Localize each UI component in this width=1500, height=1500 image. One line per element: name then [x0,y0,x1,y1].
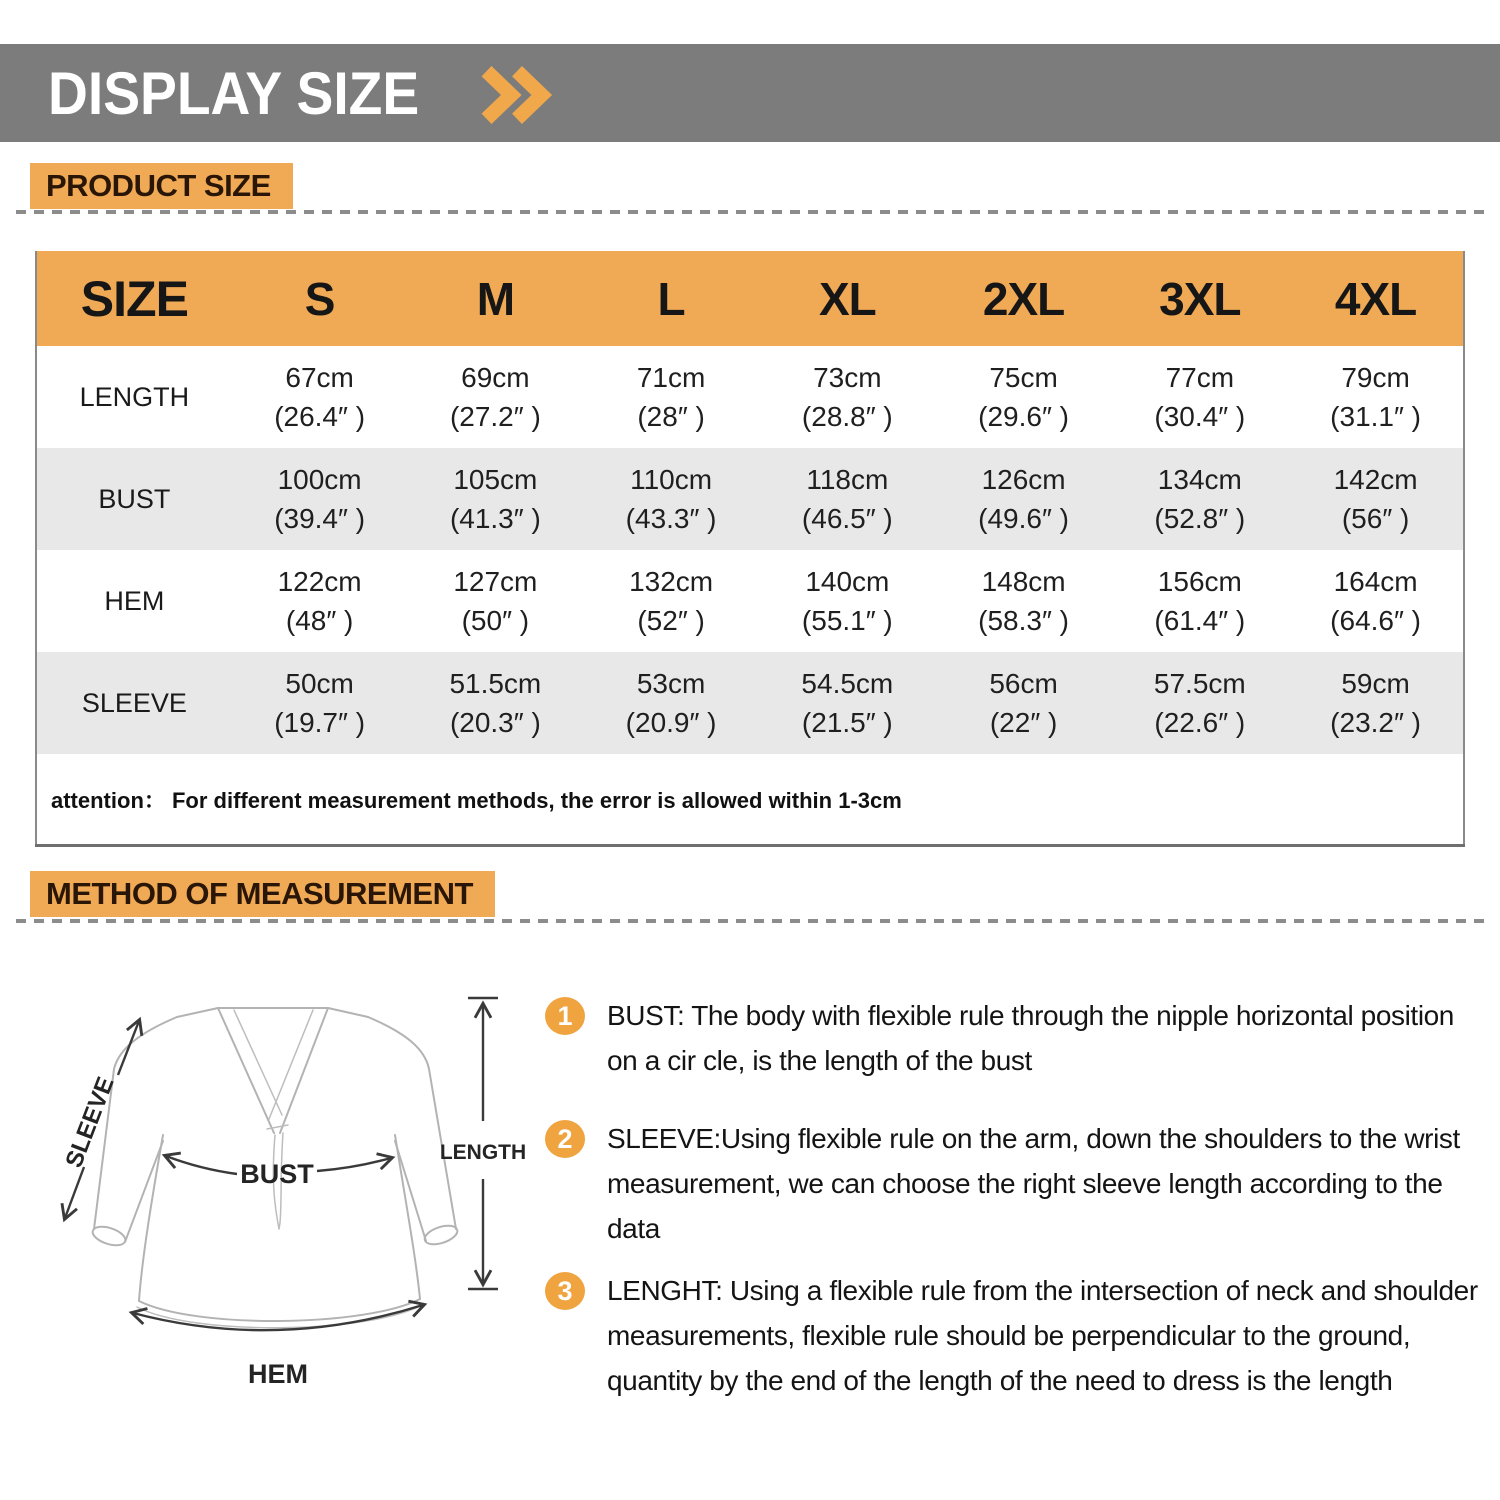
table-cell: 140cm (55.1″ ) [801,566,893,636]
table-cell: 56cm (22″ ) [936,652,1112,754]
double-chevron-right-icon [477,66,557,124]
table-cell: 122cm (48″ ) [277,566,362,636]
size-column-header: XL [759,251,936,346]
sleeve-arrow [65,1167,84,1218]
display-size-banner [0,44,1500,142]
size-column-header: 3XL [1111,251,1288,346]
step-text-line: on a cir cle, is the length of the bust [607,1045,1032,1076]
size-column-header: 2XL [936,251,1112,346]
table-row-hem [36,550,1464,652]
size-column-header: 4XL [1288,251,1464,346]
size-table [35,251,1465,847]
bust-arrow-right [317,1158,391,1171]
size-column-header: SIZE [36,251,232,346]
size-table-header-row [36,251,1464,346]
table-cell: 77cm (30.4″ ) [1154,362,1246,432]
diagram-label-bust: BUST [240,1159,314,1189]
step-text [607,1116,1460,1251]
product-size-label: PRODUCT SIZE [30,163,293,209]
row-label: SLEEVE [36,652,232,754]
step-text-line: SLEEVE:Using flexible rule on the arm, down the shoulders to the wrist [607,1123,1460,1154]
table-cell: 110cm (43.3″ ) [583,448,759,550]
table-cell: 71cm (28″ ) [636,362,706,432]
table-cell: 75cm (29.6″ ) [978,362,1069,432]
table-cell: 164cm (64.6″ ) [1330,566,1422,636]
table-cell: 132cm (52″ ) [629,566,714,636]
table-cell: 126cm (49.6″ ) [936,448,1112,550]
row-label: HEM [104,585,165,616]
table-cell: 142cm (56″ ) [1288,448,1464,550]
row-label: BUST [36,448,232,550]
diagram-label-length: LENGTH [439,1141,527,1164]
table-cell: 69cm (27.2″ ) [449,362,541,432]
diagram-label-sleeve: SLEEVE [60,1073,120,1172]
dashed-divider [16,919,1484,923]
measurement-step-sleeve [545,1116,1490,1251]
diagram-label-hem: HEM [248,1359,308,1389]
table-cell: 50cm (19.7″ ) [232,652,408,754]
table-cell: 67cm (26.4″ ) [274,362,366,432]
banner-title: DISPLAY SIZE [48,59,420,127]
table-cell: 53cm (20.9″ ) [583,652,759,754]
step-text [607,993,1454,1083]
size-column-header: S [232,251,408,346]
dashed-divider [16,210,1484,214]
table-cell: 156cm (61.4″ ) [1154,566,1246,636]
hem-arrow [133,1305,423,1330]
table-cell: 54.5cm (21.5″ ) [759,652,936,754]
table-cell: 127cm (50″ ) [453,566,538,636]
method-of-measurement-label: METHOD OF MEASUREMENT [30,871,495,917]
table-cell: 79cm (31.1″ ) [1330,362,1422,432]
step-number-badge: 3 [545,1272,585,1310]
table-cell: 59cm (23.2″ ) [1288,652,1464,754]
table-cell: 100cm (39.4″ ) [232,448,408,550]
garment-measurement-diagram [25,983,545,1403]
table-attention-row [36,754,1464,846]
table-cell: 57.5cm (22.6″ ) [1111,652,1288,754]
row-label: LENGTH [79,381,190,412]
measurement-step-bust [545,993,1490,1083]
table-cell: 51.5cm (20.3″ ) [407,652,583,754]
table-cell: 73cm (28.8″ ) [801,362,893,432]
step-text-line: measurement, we can choose the right sleeve length according to the [607,1168,1443,1199]
step-number-badge: 1 [545,997,585,1035]
table-row-bust [36,448,1464,550]
step-text-line: data [607,1213,660,1244]
bust-arrow-left [166,1156,237,1174]
table-cell: 148cm (58.3″ ) [978,566,1069,636]
step-number-badge: 2 [545,1120,585,1158]
step-text [607,1268,1478,1403]
attention-note: attention： For different measurement methods, the error is allowed within 1-3cm [51,787,902,813]
table-cell: 134cm (52.8″ ) [1111,448,1288,550]
table-cell: 105cm (41.3″ ) [407,448,583,550]
table-cell: 118cm (46.5″ ) [759,448,936,550]
table-row-length [36,346,1464,448]
size-column-header: L [583,251,759,346]
left-cuff [90,1223,127,1249]
step-text-line: LENGHT: Using a flexible rule from the intersection of neck and shoulder [607,1275,1478,1306]
table-row-sleeve [36,652,1464,754]
size-column-header: M [407,251,583,346]
sleeve-arrow [118,1021,139,1075]
step-text-line: quantity by the end of the length of the need to dress is the length [607,1365,1393,1396]
measurement-step-length [545,1268,1490,1403]
step-text-line: measurements, flexible rule should be perpendicular to the ground, [607,1320,1411,1351]
step-text-line: BUST: The body with flexible rule through the nipple horizontal position [607,1000,1454,1031]
right-cuff [422,1222,459,1248]
